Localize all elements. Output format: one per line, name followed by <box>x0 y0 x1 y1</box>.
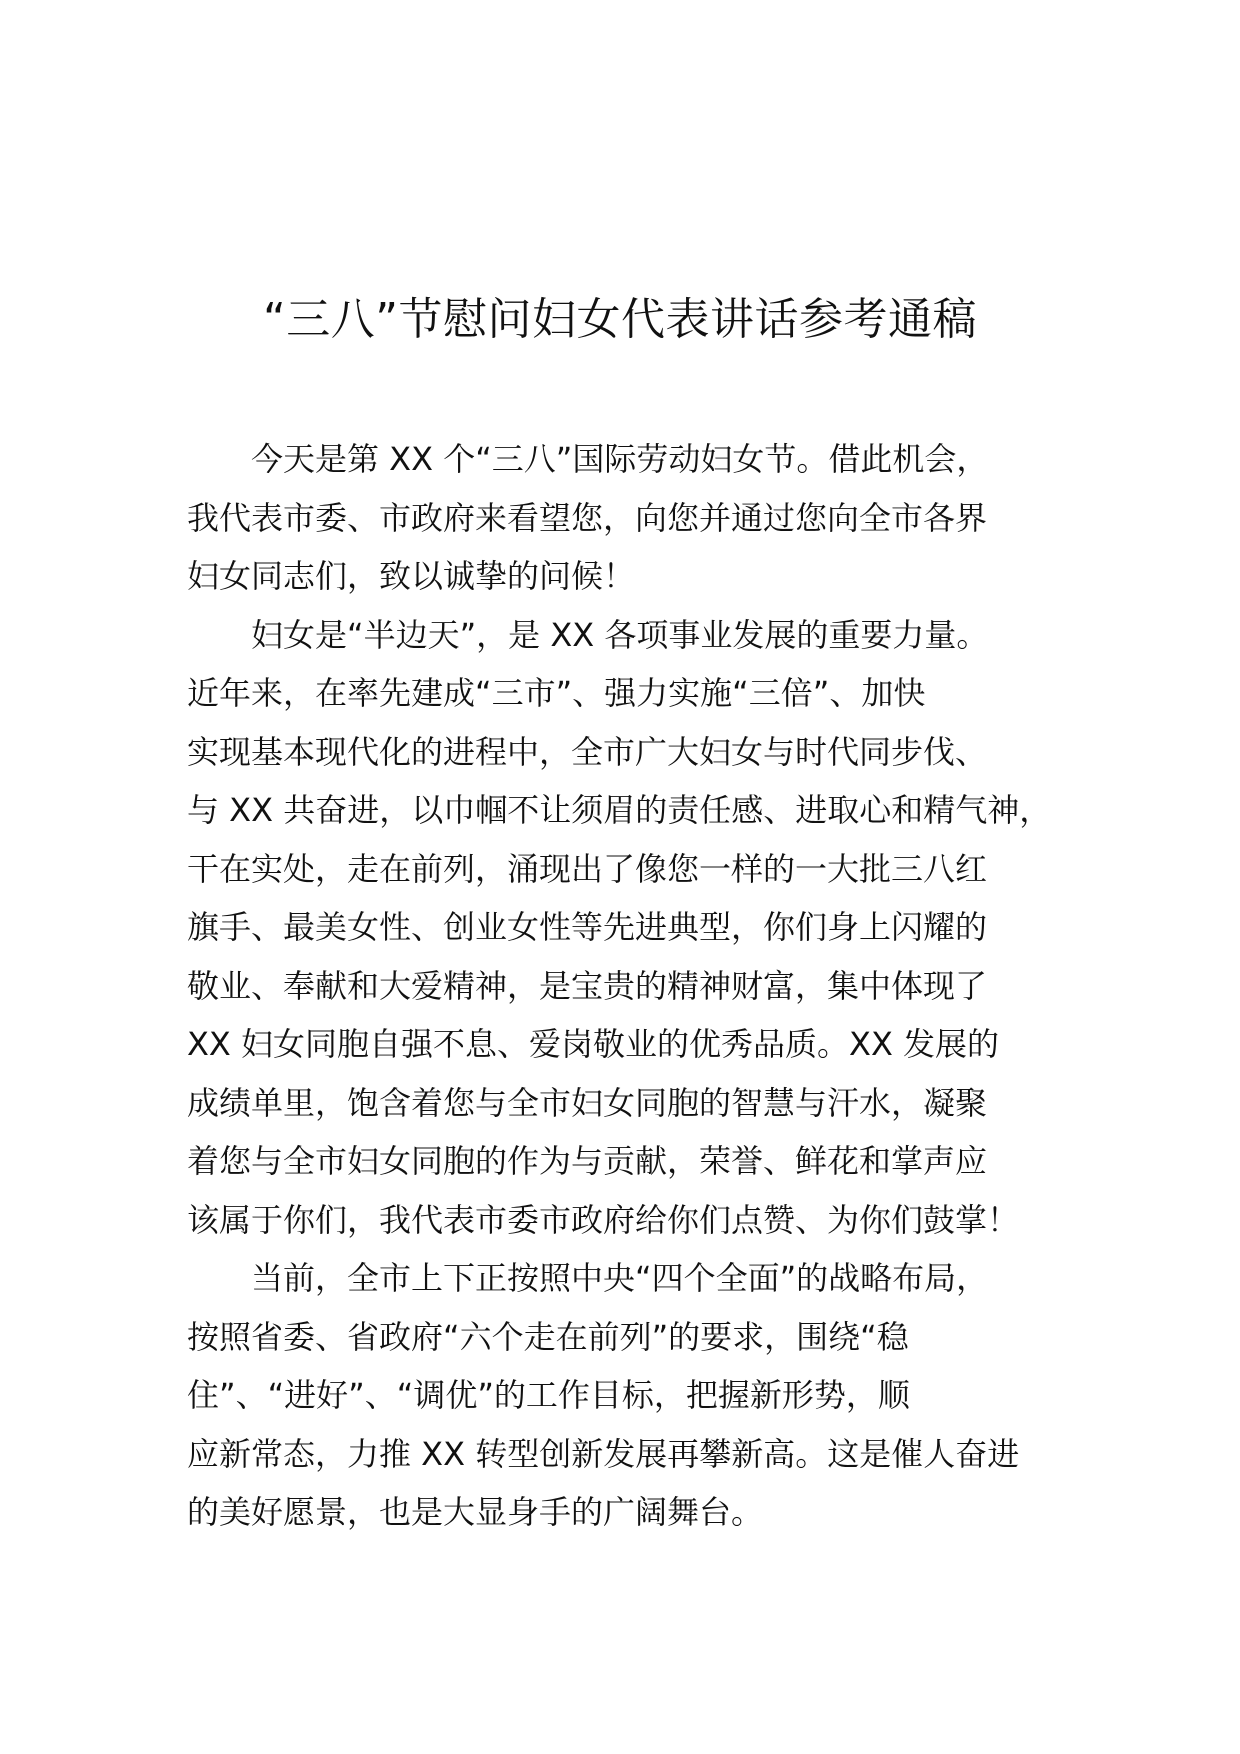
paragraph-line: 与 XX 共奋进，以巾帼不让须眉的责任感、进取心和精气神， <box>187 791 1052 829</box>
paragraph-line: 实现基本现代化的进程中，全市广大妇女与时代同步伐、 <box>187 732 988 771</box>
document-body <box>187 430 1092 1542</box>
paragraph-1 <box>187 430 1092 606</box>
paragraph-line: 敬业、奉献和大爱精神，是宝贵的精神财富，集中体现了 <box>187 966 988 1005</box>
paragraph-line: 按照省委、省政府“六个走在前列”的要求，围绕“稳 <box>187 1317 909 1356</box>
paragraph-line: 妇女同志们，致以诚挚的问候！ <box>187 557 636 595</box>
paragraph-2 <box>187 606 1092 1250</box>
paragraph-line: 当前，全市上下正按照中央“四个全面”的战略布局， <box>251 1259 989 1297</box>
paragraph-line: 成绩单里，饱含着您与全市妇女同胞的智慧与汗水，凝聚 <box>187 1083 988 1122</box>
document-title: “三八”节慰问妇女代表讲话参考通稿 <box>262 294 978 345</box>
paragraph-line: 应新常态，力推 XX 转型创新发展再攀新高。这是催人奋进 <box>187 1434 1020 1473</box>
paragraph-line: XX 妇女同胞自强不息、爱岗敬业的优秀品质。XX 发展的 <box>187 1025 1000 1063</box>
paragraph-line: 今天是第 XX 个“三八”国际劳动妇女节。借此机会， <box>251 440 989 478</box>
paragraph-line: 近年来，在率先建成“三市”、强力实施“三倍”、加快 <box>187 674 926 712</box>
paragraph-line: 着您与全市妇女同胞的作为与贡献，荣誉、鲜花和掌声应 <box>187 1142 988 1180</box>
paragraph-line: 的美好愿景，也是大显身手的广阔舞台。 <box>187 1493 764 1531</box>
paragraph-line: 旗手、最美女性、创业女性等先进典型，你们身上闪耀的 <box>187 908 988 946</box>
paragraph-line: 妇女是“半边天”，是 XX 各项事业发展的重要力量。 <box>251 615 989 654</box>
paragraph-line: 我代表市委、市政府来看望您，向您并通过您向全市各界 <box>187 498 988 537</box>
paragraph-line: 该属于你们，我代表市委市政府给你们点赞、为你们鼓掌！ <box>187 1200 1020 1239</box>
paragraph-line: 干在实处，走在前列，涌现出了像您一样的一大批三八红 <box>187 849 988 888</box>
paragraph-line: 住”、“进好”、“调优”的工作目标，把握新形势，顺 <box>187 1376 910 1414</box>
paragraph-3 <box>187 1249 1092 1542</box>
